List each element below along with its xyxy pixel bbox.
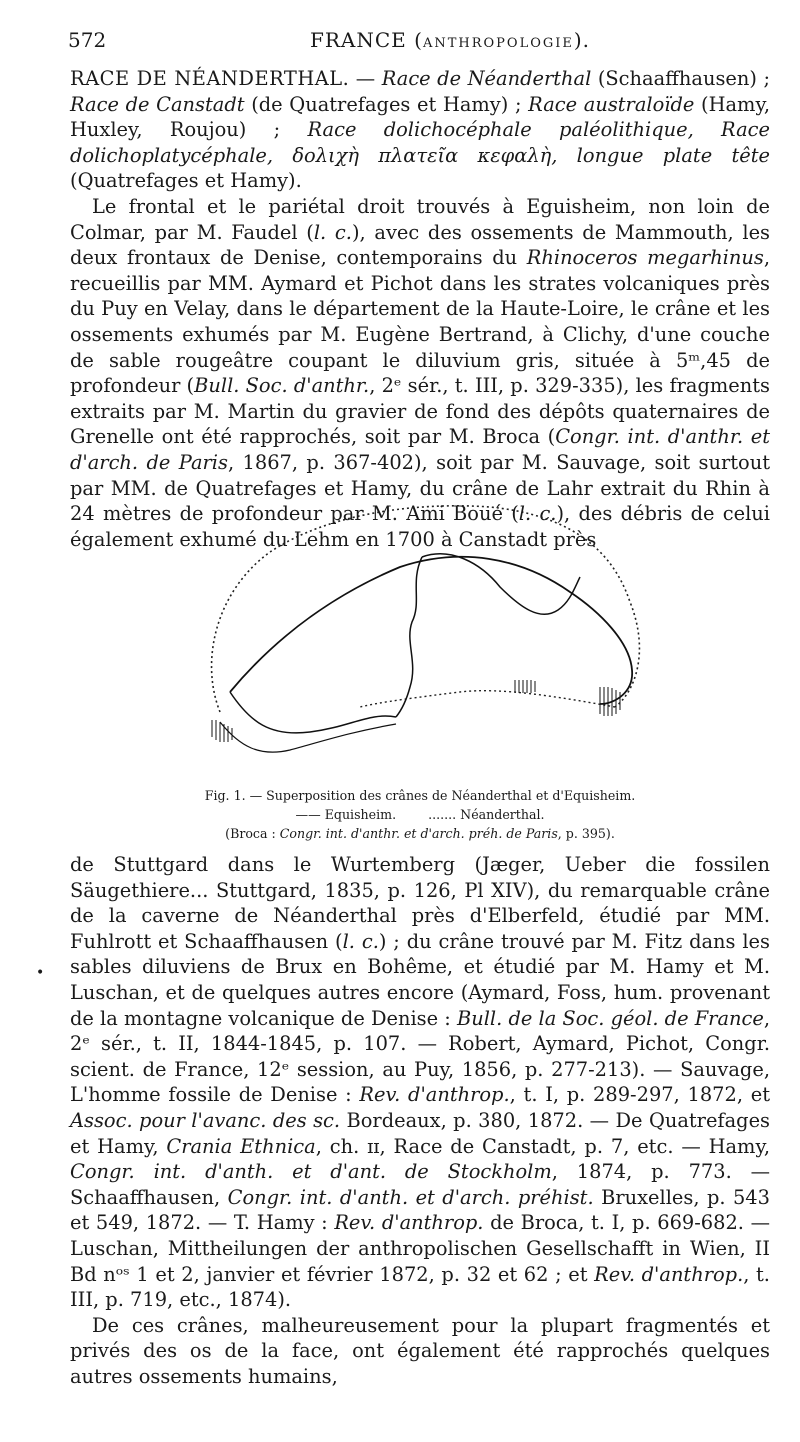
caption-legend: —— Equisheim. ....... Néanderthal.	[295, 807, 545, 822]
running-header	[68, 28, 760, 58]
neanderthal-base	[360, 691, 615, 707]
paragraph-closing: De ces crânes, malheureusement pour la plupart fragmentés et privés des os de la face, ont également été rapprochés quelques autres ossements humains,	[70, 1313, 770, 1388]
equisheim-outline	[230, 557, 632, 704]
hatching-occipital	[212, 720, 232, 742]
neanderthal-outline	[212, 506, 640, 712]
fracture-edge	[230, 692, 396, 733]
caption-source: (Broca : Congr. int. d'anthr. et d'arch. préh. de Paris, p. 395).	[225, 826, 615, 841]
paragraph-race-definition: RACE DE NÉANDERTHAL. — Race de Néanderthal (Schaaffhausen) ; Race de Canstadt (de Quatrefages et Hamy) ; Race australoïde (Hamy, Huxley, Roujou) ; Race dolichocéphale paléolithique, Race dolichoplatycéphale, δολιχὴ πλατεῖα κεφαλὴ, longue plate tête (Quatrefages et Hamy).	[70, 67, 770, 193]
suture-line	[396, 557, 422, 717]
hatching-brow	[600, 687, 620, 716]
caption-title: Fig. 1. — Superposition des crânes de Néanderthal et d'Equisheim.	[204, 788, 636, 803]
hatching-orbit	[515, 680, 535, 693]
text-top	[70, 66, 770, 552]
paragraph-discoveries: Le frontal et le pariétal droit trouvés à Eguisheim, non loin de Colmar, par M. Faudel (l. c.), avec des ossements de Mammouth, les deux frontaux de Denise, contemporains du Rhinoceros megarhinus, recueillis par MM. Aymard et Pichot dans les strates volcaniques près du Puy en Velay, dans le département de la Haute-Loire, le crâne et les ossements exhumés par M. Eugène Bertrand, à Clichy, d'une couche de sable rougeâtre coupant le diluvium gris, située à 5ᵐ,45 de profondeur (Bull. Soc. d'anthr., 2ᵉ sér., t. III, p. 329-335), les fragments extraits par M. Martin du gravier de fond des dépôts quaternaires de Grenelle ont été rapprochés, soit par M. Broca (Congr. int. d'anthr. et d'arch. de Paris, 1867, p. 367-402), soit par M. Sauvage, soit surtout par MM. de Quatrefages et Hamy, du crâne de Lahr extrait du Rhin à 24 mètres de profondeur par M. Ami Boué (l. c.), des débris de celui également exhumé du Lehm en 1700 à Canstadt près	[70, 194, 771, 551]
running-title: FRANCE (ANTHROPOLOGIE).	[310, 28, 591, 52]
text-bottom	[70, 852, 770, 1389]
figure-caption	[180, 786, 660, 843]
fracture-edge-lower	[220, 722, 396, 752]
paragraph-continuation: de Stuttgard dans le Wurtemberg (Jæger, Ueber die fossilen Säugethiere... Stuttgard, 1835, p. 126, Pl XIV), du remarquable crâne de la caverne de Néanderthal près d'Elberfeld, étudié par MM. Fuhlrott et Schaaffhausen (l. c.) ; du crâne trouvé par M. Fitz dans les sables diluviens de Brux en Bohême, et étudié par M. Hamy et M. Luschan, et de quelques autres encore (Aymard, Foss, hum. provenant de la montagne volcanique de Denise : Bull. de la Soc. géol. de France, 2ᵉ sér., t. II, 1844-1845, p. 107. — Robert, Aymard, Pichot, Congr. scient. de France, 12ᵉ session, au Puy, 1856, p. 277-213). — Sauvage, L'homme fossile de Denise : Rev. d'anthrop., t. I, p. 289-297, 1872, et Assoc. pour l'avanc. des sc. Bordeaux, p. 380, 1872. — De Quatrefages et Hamy, Crania Ethnica, ch. ɪɪ, Race de Canstadt, p. 7, etc. — Hamy, Congr. int. d'anth. et d'ant. de Stockholm, 1874, p. 773. — Schaaffhausen, Congr. int. d'anth. et d'arch. préhist. Bruxelles, p. 543 et 549, 1872. — T. Hamy : Rev. d'anthrop. de Broca, t. I, p. 669-682. — Luschan, Mittheilungen der anthropolischen Gesellschafft in Wien, II Bd nᵒˢ 1 et 2, janvier et février 1872, p. 32 et 62 ; et Rev. d'anthrop., t. III, p. 719, etc., 1874).	[70, 853, 770, 1312]
page-number: 572	[68, 28, 107, 52]
skull-superposition-figure	[160, 492, 680, 782]
margin-mark: •	[36, 965, 45, 981]
